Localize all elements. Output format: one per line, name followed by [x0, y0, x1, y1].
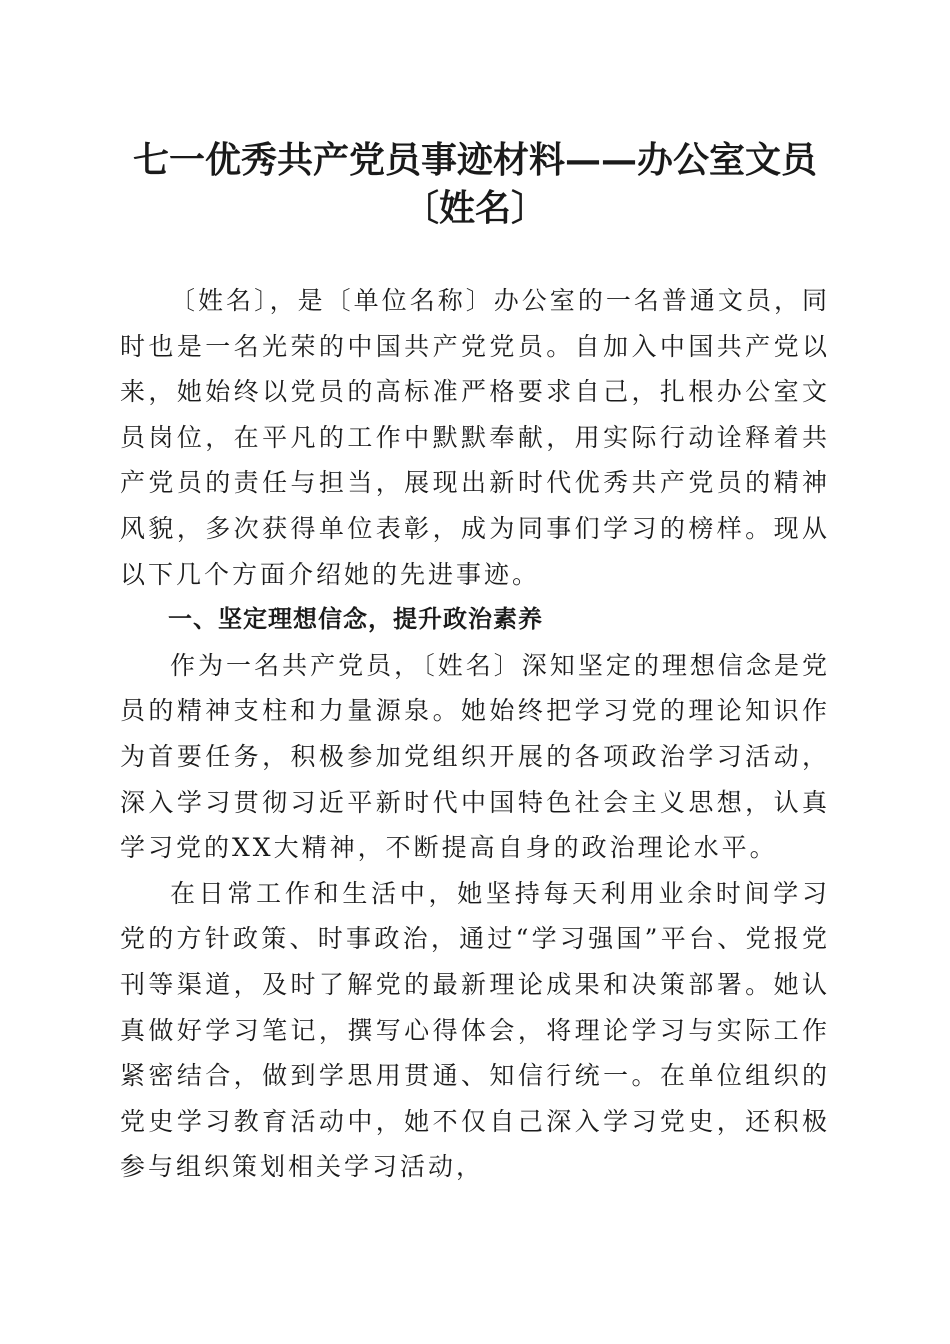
title-line-2: 〔姓名〕 — [402, 187, 547, 229]
document-title — [100, 136, 850, 232]
body-paragraph: 在日常工作和生活中，她坚持每天利用业余时间学习党的方针政策、时事政治，通过“学习强国”平台、党报党刊等渠道，及时了解党的最新理论成果和决策部署。她认真做好学习笔记，撰写心得体会，将理论学习与实际工作紧密结合，做到学思用贯通、知信行统一。在单位组织的党史学习教育活动中，她不仅自己深入学习党史，还积极参与组织策划相关学习活动， — [120, 878, 830, 1182]
body-paragraph: 作为一名共产党员，〔姓名〕深知坚定的理想信念是党员的精神支柱和力量源泉。她始终把学习党的理论知识作为首要任务，积极参加党组织开展的各项政治学习活动，深入学习贯彻习近平新时代中国特色社会主义思想，认真学习党的XX大精神，不断提高自身的政治理论水平。 — [120, 650, 830, 863]
document-body — [120, 278, 830, 1190]
intro-paragraph: 〔姓名〕，是〔单位名称〕办公室的一名普通文员，同时也是一名光荣的中国共产党党员。自加入中国共产党以来，她始终以党员的高标准严格要求自己，扎根办公室文员岗位，在平凡的工作中默默奉献，用实际行动诠释着共产党员的责任与担当，展现出新时代优秀共产党员的精神风貌，多次获得单位表彰，成为同事们学习的榜样。现从以下几个方面介绍她的先进事迹。 — [120, 286, 830, 589]
section-heading: 一、坚定理想信念，提升政治素养 — [168, 605, 543, 634]
title-line-1: 七一优秀共产党员事迹材料——办公室文员 — [132, 139, 817, 181]
